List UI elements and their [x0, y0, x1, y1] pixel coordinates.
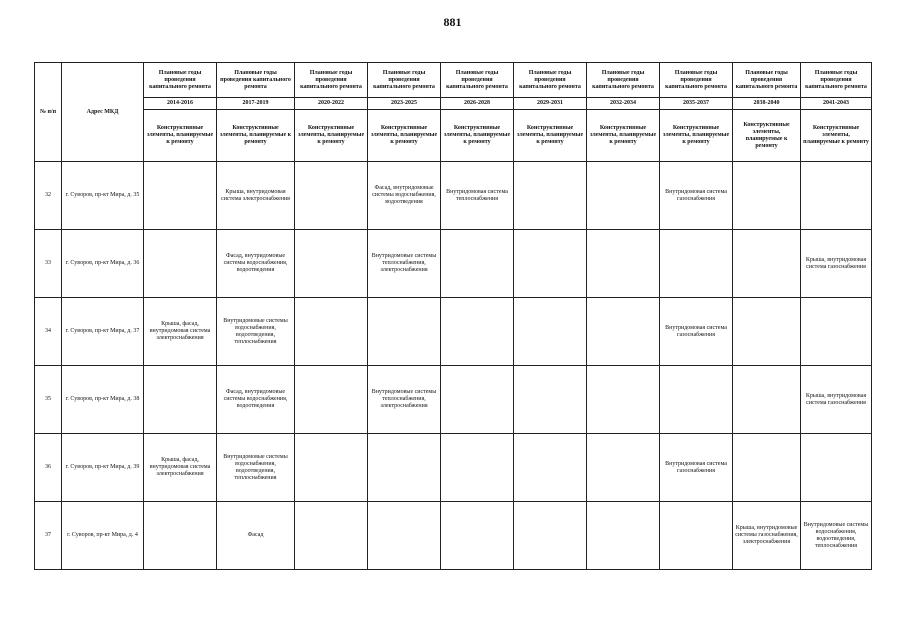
repair-elements-cell [514, 434, 587, 502]
repair-elements-cell [144, 502, 217, 570]
header-period: Плановые годы проведения капитального ремонта [144, 63, 217, 98]
repair-elements-cell [660, 230, 733, 298]
repair-elements-cell: Крыша, внутридомовые системы газоснабжения, электроснабжения [733, 502, 801, 570]
header-year: 2035-2037 [660, 98, 733, 110]
repair-elements-cell [733, 230, 801, 298]
table-row [35, 502, 872, 570]
repair-elements-cell [295, 366, 368, 434]
repair-elements-cell [441, 502, 514, 570]
header-period: Плановые годы проведения капитального ремонта [587, 63, 660, 98]
repair-elements-cell [295, 502, 368, 570]
row-number: 36 [35, 434, 62, 502]
header-elements: Конструктивные элементы, планируемые к ремонту [368, 110, 441, 162]
repair-elements-cell [587, 366, 660, 434]
repair-elements-cell [514, 230, 587, 298]
repair-elements-cell [660, 366, 733, 434]
row-number: 34 [35, 298, 62, 366]
repair-elements-cell [144, 230, 217, 298]
repair-elements-cell [733, 162, 801, 230]
table-row [35, 434, 872, 502]
table-row [35, 162, 872, 230]
header-year: 2017-2019 [217, 98, 295, 110]
repair-elements-cell: Внутридомовые системы теплоснабжения, электроснабжения [368, 230, 441, 298]
header-year: 2038-2040 [733, 98, 801, 110]
repair-elements-cell [295, 162, 368, 230]
repair-elements-cell: Внутридомовые системы теплоснабжения, электроснабжения [368, 366, 441, 434]
header-period: Плановые годы проведения капитального ремонта [801, 63, 872, 98]
repair-elements-cell: Крыша, фасад, внутридомовая система электроснабжения [144, 434, 217, 502]
page-number: 881 [443, 15, 462, 29]
repair-elements-cell: Крыша, внутридомовая система газоснабжения [801, 366, 872, 434]
header-elements: Конструктивные элементы, планируемые к ремонту [295, 110, 368, 162]
header-year: 2023-2025 [368, 98, 441, 110]
row-address: г. Суворов, пр-кт Мира, д. 37 [62, 298, 144, 366]
repair-elements-cell [660, 502, 733, 570]
row-number: 32 [35, 162, 62, 230]
repair-elements-cell: Фасад [217, 502, 295, 570]
repair-elements-cell [295, 298, 368, 366]
row-address: г. Суворов, пр-кт Мира, д. 35 [62, 162, 144, 230]
header-year: 2029-2031 [514, 98, 587, 110]
header-period: Плановые годы проведения капитального ремонта [733, 63, 801, 98]
row-address: г. Суворов, пр-кт Мира, д. 39 [62, 434, 144, 502]
header-period: Плановые годы проведения капитального ремонта [514, 63, 587, 98]
repair-elements-cell: Внутридомовые системы водоснабжения, водоотведения, теплоснабжения [801, 502, 872, 570]
repair-elements-cell [441, 434, 514, 502]
repair-elements-cell: Внутридомовые системы водоснабжения, водоотведения, теплоснабжения [217, 298, 295, 366]
repair-elements-cell [733, 366, 801, 434]
header-elements: Конструктивные элементы, планируемые к ремонту [660, 110, 733, 162]
header-period: Плановые годы проведения капитального ремонта [441, 63, 514, 98]
header-elements: Конструктивные элементы, планируемые к ремонту [514, 110, 587, 162]
repair-elements-cell: Крыша, внутридомовая система электроснабжения [217, 162, 295, 230]
table-row [35, 230, 872, 298]
repair-elements-cell [368, 298, 441, 366]
repair-elements-cell [587, 502, 660, 570]
repair-elements-cell [514, 162, 587, 230]
header-year: 2041-2043 [801, 98, 872, 110]
repair-elements-cell: Внутридомовая система газоснабжения [660, 162, 733, 230]
capital-repair-plan-table [34, 62, 872, 570]
repair-elements-cell [441, 298, 514, 366]
repair-elements-cell [368, 434, 441, 502]
header-period: Плановые годы проведения капитального ремонта [368, 63, 441, 98]
repair-elements-cell [144, 162, 217, 230]
repair-elements-cell: Фасад, внутридомовые системы водоснабжения, водоотведения [368, 162, 441, 230]
header-year: 2026-2028 [441, 98, 514, 110]
header-elements: Конструктивные элементы, планируемые к ремонту [801, 110, 872, 162]
header-row-elements [35, 110, 872, 162]
row-address: г. Суворов, пр-кт Мира, д. 38 [62, 366, 144, 434]
repair-elements-cell [733, 434, 801, 502]
table-row [35, 298, 872, 366]
repair-elements-cell: Крыша, фасад, внутридомовая система электроснабжения [144, 298, 217, 366]
repair-elements-cell [733, 298, 801, 366]
repair-elements-cell: Крыша, внутридомовая система газоснабжения [801, 230, 872, 298]
header-year: 2032-2034 [587, 98, 660, 110]
repair-elements-cell [587, 298, 660, 366]
row-address: г. Суворов, пр-кт Мира, д. 4 [62, 502, 144, 570]
header-elements: Конструктивные элементы, планируемые к ремонту [217, 110, 295, 162]
header-elements: Конструктивные элементы, планируемые к ремонту [441, 110, 514, 162]
row-address: г. Суворов, пр-кт Мира, д. 36 [62, 230, 144, 298]
header-elements: Конструктивные элементы, планируемые к ремонту [144, 110, 217, 162]
row-number: 35 [35, 366, 62, 434]
repair-elements-cell [514, 366, 587, 434]
repair-elements-cell [801, 434, 872, 502]
repair-elements-cell [514, 298, 587, 366]
header-period: Плановые годы проведения капитального ремонта [295, 63, 368, 98]
repair-elements-cell [587, 162, 660, 230]
repair-elements-cell [801, 162, 872, 230]
table-body [35, 162, 872, 570]
repair-elements-cell: Внутридомовая система газоснабжения [660, 434, 733, 502]
header-period: Плановые годы проведения капитального ремонта [660, 63, 733, 98]
header-elements: Конструктивные элементы, планируемые к ремонту [587, 110, 660, 162]
repair-elements-cell [441, 230, 514, 298]
repair-elements-cell [587, 434, 660, 502]
header-row-period [35, 63, 872, 98]
repair-elements-cell [295, 230, 368, 298]
header-address: Адрес МКД [62, 63, 144, 162]
header-year: 2014-2016 [144, 98, 217, 110]
repair-elements-cell [801, 298, 872, 366]
row-number: 33 [35, 230, 62, 298]
header-num: № п/п [35, 63, 62, 162]
row-number: 37 [35, 502, 62, 570]
repair-elements-cell: Внутридомовая система теплоснабжения [441, 162, 514, 230]
repair-elements-cell: Внутридомовая система газоснабжения [660, 298, 733, 366]
header-elements: Конструктивные элементы, планируемые к ремонту [733, 110, 801, 162]
header-year: 2020-2022 [295, 98, 368, 110]
repair-elements-cell [587, 230, 660, 298]
table-row [35, 366, 872, 434]
repair-elements-cell: Фасад, внутридомовые системы водоснабжения, водоотведения [217, 230, 295, 298]
header-period: Плановые годы проведения капитального ремонта [217, 63, 295, 98]
repair-elements-cell [441, 366, 514, 434]
repair-elements-cell: Внутридомовые системы водоснабжения, водоотведения, теплоснабжения [217, 434, 295, 502]
header-row-years [35, 98, 872, 110]
repair-elements-cell [514, 502, 587, 570]
repair-elements-cell: Фасад, внутридомовые системы водоснабжения, водоотведения [217, 366, 295, 434]
repair-elements-cell [295, 434, 368, 502]
repair-elements-cell [144, 366, 217, 434]
repair-elements-cell [368, 502, 441, 570]
